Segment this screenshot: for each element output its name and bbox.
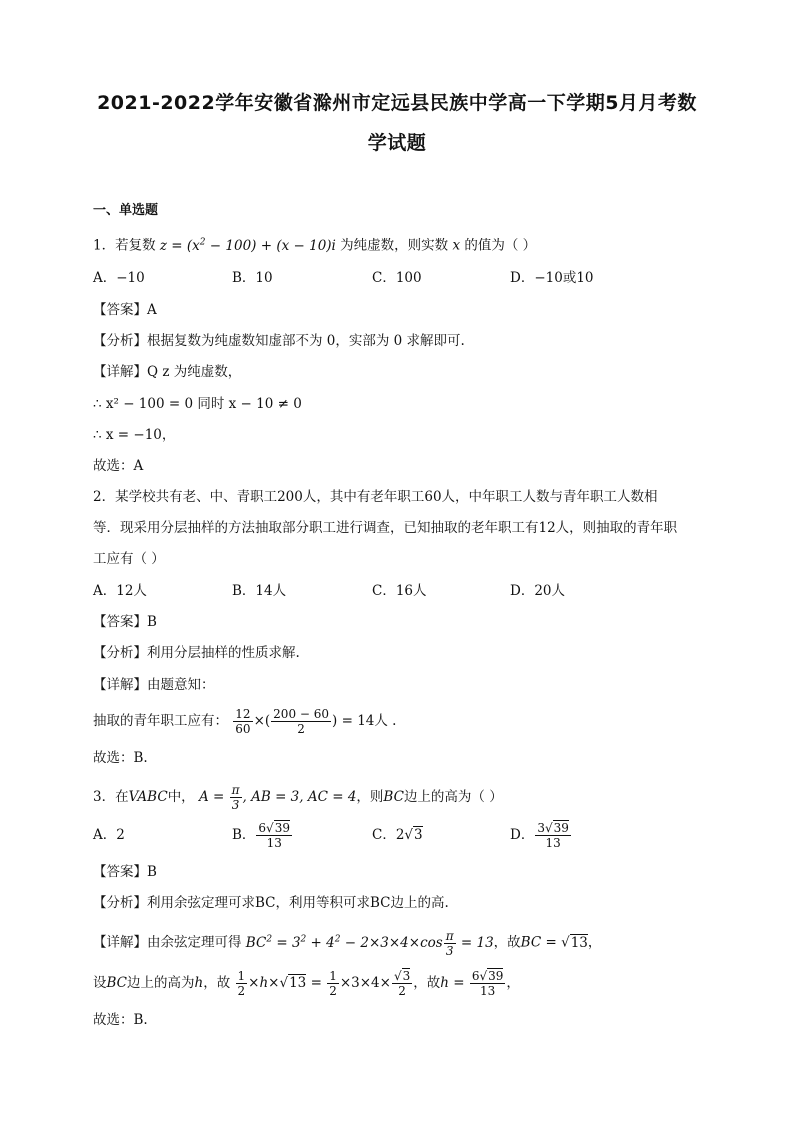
q3-option-d: D． $\frac{3√39}{13}$: [510, 821, 569, 850]
q3-option-d-label: D．: [510, 827, 535, 843]
q1-option-b: B．10: [232, 270, 273, 286]
q2-frac2: $\frac{200 - 60}{2}$: [273, 707, 330, 736]
q3-detail-tag: 【详解】: [93, 934, 147, 951]
q1-option-c: C．100: [372, 270, 422, 286]
q1-detail-line3: ∴ x = −10，: [93, 427, 176, 443]
q3-detail-text2a: 设: [93, 975, 107, 991]
q1-choose: 故选：A: [93, 458, 144, 474]
doc-title-line2: 学试题: [367, 132, 427, 154]
q3-stem-c: ，则: [356, 789, 384, 805]
q1-stem: [93, 232, 536, 256]
q1-analysis-tag: 【分析】: [93, 333, 147, 349]
q2-detail-text1: 由题意知：: [147, 677, 215, 693]
q1-var: x: [452, 237, 461, 254]
q2-option-d: D．20人: [510, 583, 566, 599]
q3-detail-text1b: ，故: [493, 934, 521, 951]
q1-stem-c: 的值为（ ）: [464, 237, 537, 254]
q2-detail-text2: 抽取的青年职工应有：: [93, 713, 228, 729]
q2-frac1: $\frac{12}{60}$: [235, 707, 251, 736]
q2-stem-line2: 等．现采用分层抽样的方法抽取部分职工进行调查，已知抽取的老年职工有12人，则抽取的青年职: [93, 520, 678, 536]
q3-conditions: A = $\frac{\pi}{3}$ , AB = 3, AC = 4: [198, 783, 357, 812]
q2-option-a: A．12人: [93, 583, 147, 599]
q1-answer-tag: 【答案】: [93, 302, 147, 318]
q1-stem-a: 1．若复数: [93, 237, 156, 254]
q3-option-b: B． $\frac{6√39}{13}$: [232, 821, 290, 850]
q1-answer-value: A: [147, 302, 157, 318]
q3-stem-a: 3．在: [93, 789, 129, 805]
section-heading: 一、单选题: [93, 203, 159, 218]
q1-detail-line2: ∴ x² − 100 = 0 同时 x − 10 ≠ 0: [93, 396, 302, 412]
q3-cosine-formula: $BC^2 = 3^2 + 4^2 - 2\times 3\times 4\times\cos$ $\frac{\pi}{3}$ = 13: [245, 928, 494, 958]
q1-analysis-text: 根据复数为纯虚数知虚部不为 0，实部为 0 求解即可.: [147, 333, 465, 349]
q1-detail: [93, 362, 241, 382]
q2-analysis-tag: 【分析】: [93, 645, 147, 661]
q3-detail-text1a: 由余弦定理可得: [147, 934, 242, 951]
q3-detail-line2: 设BC边上的高为h，故 $\frac{1}{2}$ ×h×√13 = $\frac{1}{2}$ ×3×4× $\frac{√3}{2}$ ，故h = $\frac{6√39}{13}$ ，: [93, 969, 520, 998]
q2-detail-line2: 抽取的青年职工应有： $\frac{12}{60}$ ×( $\frac{200 - 60}{2}$ ) = 14人 .: [93, 707, 397, 736]
q2-stem-line1: 2．某学校共有老、中、青职工200人，其中有老年职工60人，中年职工人数与青年职工人数相: [93, 489, 658, 505]
q3-option-a: A．2: [93, 827, 125, 843]
q3-detail-text2c: ，故: [203, 975, 231, 991]
q2-stem-line3: 工应有（ ）: [93, 551, 165, 567]
q3-area-formula: $\frac{1}{2}$ ×h×√13 = $\frac{1}{2}$ ×3×4× $\frac{√3}{2}$: [237, 969, 411, 998]
q3-detail-text2d: ，故: [413, 975, 441, 991]
q3-answer-value: B: [147, 864, 157, 880]
doc-title-line1: 2021-2022学年安徽省滁州市定远县民族中学高一下学期5月月考数: [97, 92, 697, 114]
q1-formula: $z = (x^2 - 100) + (x - 10)i$: [159, 237, 336, 254]
q2-option-c: C．16人: [372, 583, 427, 599]
q2-detail: [93, 675, 215, 695]
q2-answer-tag: 【答案】: [93, 614, 147, 630]
q2-option-b: B．14人: [232, 583, 287, 599]
q2-choose: 故选：B.: [93, 750, 148, 766]
q2-detail-tag: 【详解】: [93, 677, 147, 693]
q2-answer-value: B: [147, 614, 157, 630]
q3-analysis-text: 利用余弦定理可求BC，利用等积可求BC边上的高.: [147, 895, 449, 911]
q3-detail: 【详解】由余弦定理可得 $BC^2 = 3^2 + 4^2 - 2\times 3\times 4\times\cos$ $\frac{\pi}{3}$ = 13，故BC = √13，: [93, 928, 602, 958]
q1-stem-b: 为纯虚数，则实数: [340, 237, 449, 254]
q1-detail-text1: Q z 为纯虚数，: [147, 364, 242, 380]
q3-detail-text2b: 边上的高为: [127, 975, 195, 991]
q3-stem-d: 边上的高为（ ）: [403, 789, 503, 805]
q3-analysis: [93, 893, 449, 913]
q1-option-d: D．−10或10: [510, 270, 594, 286]
q3-stem: 3．在VABC中， A = $\frac{\pi}{3}$ , AB = 3, AC = 4，则BC边上的高为（ ）: [93, 783, 503, 812]
q1-analysis: [93, 331, 465, 351]
q3-answer: [93, 862, 157, 882]
q2-analysis: [93, 643, 300, 663]
q1-detail-tag: 【详解】: [93, 364, 147, 380]
q3-option-c-label: C．: [372, 827, 396, 843]
q2-answer: [93, 612, 157, 632]
q3-analysis-tag: 【分析】: [93, 895, 147, 911]
q1-option-a: A．−10: [93, 270, 145, 286]
q3-stem-b: 中，: [167, 789, 195, 805]
q3-answer-tag: 【答案】: [93, 864, 147, 880]
q2-analysis-text: 利用分层抽样的性质求解.: [147, 645, 300, 661]
q3-option-c: C．2√3: [372, 827, 423, 843]
q3-option-b-label: B．: [232, 827, 256, 843]
q1-answer: [93, 300, 157, 320]
q3-choose: 故选：B.: [93, 1012, 148, 1028]
q2-detail-end: = 14人 .: [341, 713, 397, 729]
q3-triangle: VABC: [128, 789, 168, 805]
